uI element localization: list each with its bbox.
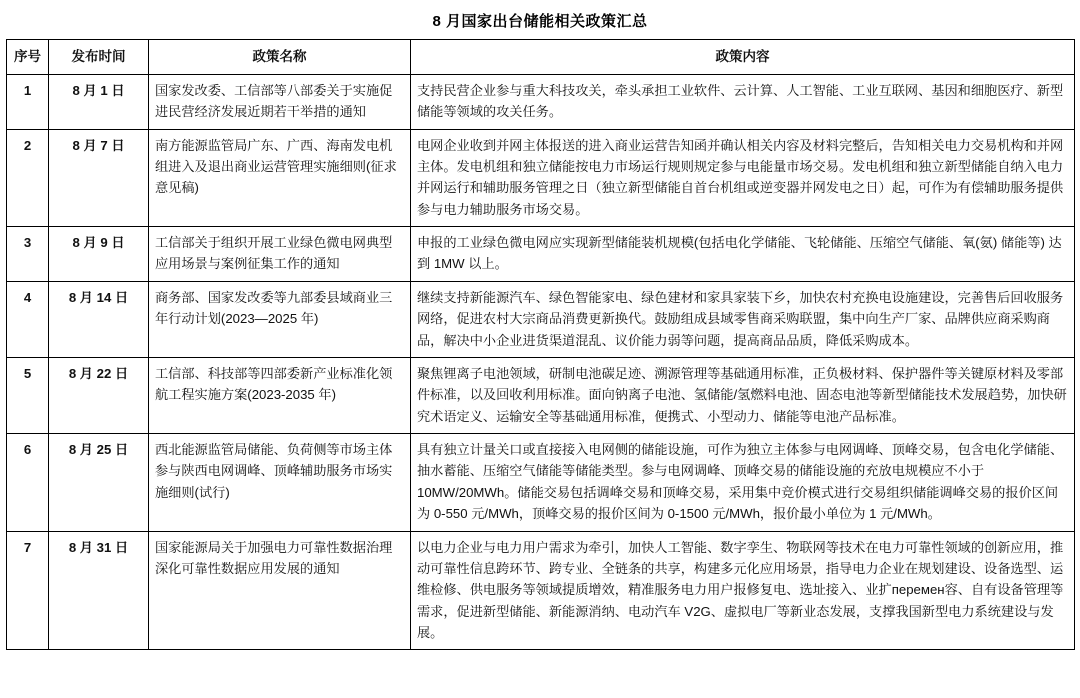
cell-policy-name: 国家能源局关于加强电力可靠性数据治理 深化可靠性数据应用发展的通知 (149, 531, 411, 650)
cell-date: 8 月 22 日 (49, 357, 149, 433)
cell-policy-content: 申报的工业绿色微电网应实现新型储能装机规模(包括电化学储能、飞轮储能、压缩空气储能、氧(氨) 储能等) 达到 1MW 以上。 (411, 227, 1075, 282)
cell-date: 8 月 1 日 (49, 74, 149, 129)
cell-date: 8 月 31 日 (49, 531, 149, 650)
table-row (7, 129, 1075, 227)
cell-policy-content: 聚焦锂离子电池领域，研制电池碳足迹、溯源管理等基础通用标准，正负极材料、保护器件等关键原材料及零部件标准，以及回收利用标准。面向钠离子电池、氢储能/氢燃料电池、固态电池等新型储能技术发展趋势，加快研究术语定义、运输安全等基础通用标准，便携式、小型动力、储能等电池产品标准。 (411, 357, 1075, 433)
table-row (7, 281, 1075, 357)
cell-policy-name: 西北能源监管局储能、负荷侧等市场主体参与陕西电网调峰、顶峰辅助服务市场实施细则(试行) (149, 434, 411, 532)
cell-policy-name: 南方能源监管局广东、广西、海南发电机组进入及退出商业运营管理实施细则(征求意见稿) (149, 129, 411, 227)
cell-policy-content: 以电力企业与电力用户需求为牵引，加快人工智能、数字孪生、物联网等技术在电力可靠性领域的创新应用，推动可靠性信息跨环节、跨专业、全链条的共享，构建多元化应用场景，指导电力企业在规划建设、设备选型、运维检修、供电服务等领域提质增效，精准服务电力用户报修复电、选址接入、业扩перемен容、自有设备管理等需求，促进新型储能、新能源消纳、电动汽车 V2G、虚拟电厂等新业态发展，支撑我国新型电力系统建设与发展。 (411, 531, 1075, 650)
cell-policy-content: 支持民营企业参与重大科技攻关，牵头承担工业软件、云计算、人工智能、工业互联网、基因和细胞医疗、新型储能等领域的攻关任务。 (411, 74, 1075, 129)
cell-index: 4 (7, 281, 49, 357)
cell-date: 8 月 25 日 (49, 434, 149, 532)
page-title: 8 月国家出台储能相关政策汇总 (432, 13, 648, 30)
cell-index: 5 (7, 357, 49, 433)
cell-date: 8 月 14 日 (49, 281, 149, 357)
table-header-row (7, 40, 1075, 75)
column-header-index: 序号 (7, 40, 49, 75)
cell-index: 2 (7, 129, 49, 227)
table-header (7, 40, 1075, 75)
policy-summary-table (6, 39, 1075, 650)
cell-date: 8 月 9 日 (49, 227, 149, 282)
table-row (7, 434, 1075, 532)
table-row (7, 74, 1075, 129)
column-header-date: 发布时间 (49, 40, 149, 75)
cell-policy-name: 商务部、国家发改委等九部委县域商业三年行动计划(2023—2025 年) (149, 281, 411, 357)
cell-policy-name: 工信部关于组织开展工业绿色微电网典型应用场景与案例征集工作的通知 (149, 227, 411, 282)
cell-policy-name: 国家发改委、工信部等八部委关于实施促进民营经济发展近期若干举措的通知 (149, 74, 411, 129)
column-header-policy-name: 政策名称 (149, 40, 411, 75)
cell-policy-content: 电网企业收到并网主体报送的进入商业运营告知函并确认相关内容及材料完整后，告知相关电力交易机构和并网主体。发电机组和独立储能按电力市场运行规则规定参与电能量市场交易。发电机组和独立新型储能自纳入电力并网运行和辅助服务管理之日（独立新型储能自首台机组或逆变器并网发电之日）起，可作为有偿辅助服务提供参与电力辅助服务市场交易。 (411, 129, 1075, 227)
cell-policy-content: 具有独立计量关口或直接接入电网侧的储能设施，可作为独立主体参与电网调峰、顶峰交易，包含电化学储能、抽水蓄能、压缩空气储能等储能类型。参与电网调峰、顶峰交易的储能设施的充放电规模应不小于 10MW/20MWh。储能交易包括调峰交易和顶峰交易，采用集中竞价模式进行交易组织储能调峰交易的报价区间为 0-550 元/MWh，顶峰交易的报价区间为 0-1500 元/MWh，报价最小单位为 1 元/MWh。 (411, 434, 1075, 532)
cell-policy-content: 继续支持新能源汽车、绿色智能家电、绿色建材和家具家装下乡，加快农村充换电设施建设，完善售后回收服务网络，促进农村大宗商品消费更新换代。鼓励组成县域零售商采购联盟，集中向生产厂家、品牌供应商采购商品，解决中小企业进货渠道混乱、议价能力弱等问题，提高商品品质，降低采购成本。 (411, 281, 1075, 357)
table-row (7, 531, 1075, 650)
table-row (7, 227, 1075, 282)
cell-policy-name: 工信部、科技部等四部委新产业标准化领航工程实施方案(2023-2035 年) (149, 357, 411, 433)
column-header-policy-content: 政策内容 (411, 40, 1075, 75)
cell-index: 7 (7, 531, 49, 650)
cell-index: 3 (7, 227, 49, 282)
table-row (7, 357, 1075, 433)
cell-date: 8 月 7 日 (49, 129, 149, 227)
table-body (7, 74, 1075, 650)
cell-index: 6 (7, 434, 49, 532)
cell-index: 1 (7, 74, 49, 129)
